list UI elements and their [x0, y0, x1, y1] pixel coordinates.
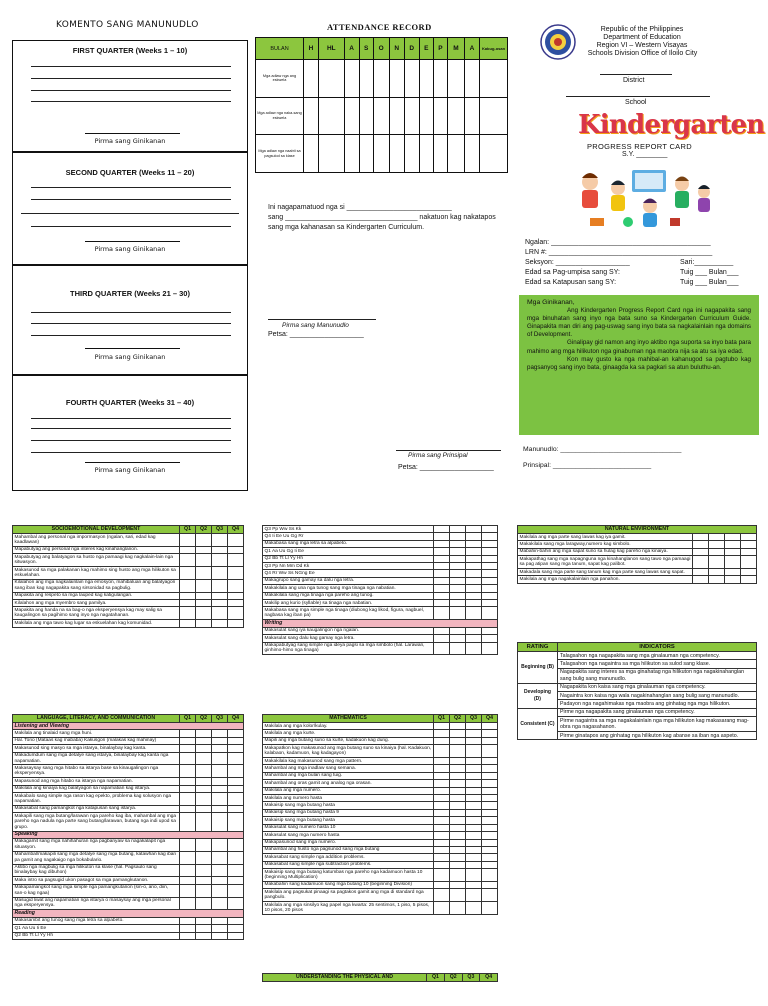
table-row — [263, 902, 498, 915]
writing-item: Makasulat sang iya kaugalingon nga ngalan. — [263, 627, 434, 634]
rating-label: Developing (D) — [518, 683, 558, 708]
table-row — [263, 592, 498, 599]
math-item: Mahambal ang oras gamit ang analog nga orasan. — [263, 780, 434, 787]
q-header: Q3 — [466, 715, 482, 723]
language-item: Makasunod sing masyo sa mga istarya, binalaybay kag kanta. — [13, 745, 180, 752]
indicator: Pirme nga nagapakita sang ginalauman nga competency. — [558, 708, 757, 716]
table-row — [13, 925, 244, 932]
table-row — [13, 554, 244, 567]
table-row — [13, 838, 244, 851]
table-row — [13, 793, 244, 806]
table-row — [13, 778, 244, 785]
table-row — [13, 567, 244, 580]
socio-item: Makilala ang mga tawo kag lugar sa eskuelahan kag komunidad. — [13, 620, 180, 627]
language-item: Makasaysay sang mga hitabo sa istarya base sa kinaugalingon nga eksperyensya. — [13, 765, 180, 778]
fourth-quarter-title: FOURTH QUARTER (Weeks 31 – 40) — [65, 398, 195, 407]
first-quarter-box — [12, 40, 248, 152]
socio-item: Kilalahon ang mga myembro sang pamilya. — [13, 600, 180, 607]
reading-item: Makakilala ang una nga tunog sang mga tinaga nga nabatian. — [263, 585, 434, 592]
lrn-field[interactable]: LRN #: __________________________________________ — [525, 249, 713, 256]
table-row — [263, 889, 498, 902]
table-row — [13, 932, 244, 939]
sari-field[interactable]: Sari:__________ — [680, 259, 734, 266]
q-header: Q4 — [228, 526, 244, 534]
table-row — [263, 772, 498, 779]
natural-item: Makapathag sang mga napagnguna nga kinahanglanon sang tawo nga pamaagi sa pag atipan sang mga tanum, sapat kag palibot. — [518, 556, 693, 569]
language-item: Makabalo sang simple nga rason kag epekto, problema kag solusyon nga napamatian. — [13, 793, 180, 806]
certify-line3: sang mga kahanasan sa Kindergarten Curriculum. — [268, 224, 425, 231]
month-header: BULAN — [256, 38, 304, 60]
children-illustration — [570, 158, 718, 230]
math-item: Makapasunod sang mga numero. — [263, 839, 434, 846]
math-item: Mahambal ang mga bulan sang tuig. — [263, 772, 434, 779]
q-header: Q3 — [212, 715, 228, 723]
q-header: Q3 — [212, 526, 228, 534]
socioemotional-table — [12, 525, 244, 628]
math-item: Makapatkon kag makasunod ang mga butang suno sa kinaiya (hal. Kadakuon, kalabaon, kadamuon, kag kadagayon) — [263, 745, 434, 758]
tuig-tapos[interactable]: Tuig ___ Bulan___ — [680, 279, 739, 286]
kindergarten-logo: Kindergarten — [578, 110, 765, 140]
socio-item: Mapabutyag ang personal nga interes kag kinahanglanon. — [13, 546, 180, 553]
table-row — [263, 563, 498, 570]
reading-item: Q4 Ii Ee Uu Gg Rr — [263, 533, 434, 540]
attendance-row-label: Mga adlaw nga naabti sa pagsulod sa klase — [256, 135, 304, 173]
attendance-title: ATTENDANCE RECORD — [327, 22, 432, 32]
teacher-petsa: Petsa: ___________________ — [268, 331, 364, 338]
table-row — [263, 642, 498, 655]
language-item: Mapasunod ang mga hitabo sa istarya nga napamatian. — [13, 778, 180, 785]
language-item: Q2 Bb Tt Ll Yy Hh — [13, 932, 180, 939]
table-row — [13, 620, 244, 627]
math-item: Mahambal ang husto nga pagsunod sang mga butang — [263, 846, 434, 853]
math-item: Makasabat sang simple nga subtraction problems. — [263, 861, 434, 868]
language-item: Makilala ang kinaiya kag balatyagon sa napamatian kag istarya. — [13, 785, 180, 792]
division-text: Schools Division Office of Iloilo City — [587, 50, 698, 57]
tuig-umpisa[interactable]: Tuig ___ Bulan___ — [680, 269, 739, 276]
edad-umpisa-label: Edad sa Pag-umpisa sang SY: — [525, 269, 620, 276]
math-item: Makaisip sang mga butang katumbas nga pareho nga kadamuon hasta 10 (beginning Multiplication) — [263, 869, 434, 882]
language-item: Makadumdum sang mga detalye sang istarya, binalaybay kag kanta nga napamatian. — [13, 752, 180, 765]
table-row — [263, 600, 498, 607]
reading-item: Makakilala sang mga tinaga nga pareho ang tunog. — [263, 592, 434, 599]
socio-item: Makasunod sa mga palakanan kag mahimo sing husto ang mga hilikuton sa eskuelahan. — [13, 567, 180, 580]
letter-paragraph-1: Ang Kindergarten Progress Report Card nga ini nagapakita sang mga binuhatan sang inyo nga bata suno sa Kindergarten Curriculum Guide. Ginapakita man diri ang pag-uswag sang inyo bata sa nagkalainlain nga domains of Development. — [527, 307, 751, 339]
language-item: Aktibo nga magbulig sa mga hilikuton sa klase (hal. Pagsaulo sang binalaybay kag dibuhon) — [13, 864, 180, 877]
manunudlo-field[interactable]: Manunudlo: ________________________________ — [523, 446, 682, 453]
second-quarter-title: SECOND QUARTER (Weeks 11 – 20) — [65, 168, 195, 177]
prinsipal-field[interactable]: Prinsipal: __________________________ — [523, 462, 652, 469]
math-item: Makaisip sang mga butang hasta — [263, 817, 434, 824]
table-row — [13, 600, 244, 607]
table-row — [263, 723, 498, 730]
table-row — [13, 884, 244, 897]
table-row — [263, 839, 498, 846]
q-header: Q2 — [196, 526, 212, 534]
table-row — [263, 817, 498, 824]
table-row — [13, 730, 244, 737]
natural-item: Mabahin-bahin ang mga sapat suno sa hulag kag pareho nga kinaiya. — [518, 548, 693, 555]
reading-item: Makagrupo sang gamay sa dalu nga letra. — [263, 577, 434, 584]
table-row — [263, 869, 498, 882]
first-quarter-title: FIRST QUARTER (Weeks 1 – 10) — [72, 46, 188, 55]
month-header: S — [359, 38, 373, 60]
fourth-quarter-sign: Pirma sang Ginikanan — [94, 466, 166, 474]
second-quarter-box — [12, 152, 248, 265]
letter-paragraph-2: Ginalipay gid namon ang inyo aktibo nga suporta sa inyo bata para mahimo ang mga hilikuton nga ginabuman nga maobra nija sa atu sa iya edad. — [527, 339, 751, 355]
month-header: A — [464, 38, 479, 60]
math-item: Makilala ang pagsukat pinaagi sa pagtakos gamit ang mga di standard nga pangbulo. — [263, 889, 434, 902]
table-row — [263, 861, 498, 868]
q-header: Q4 — [482, 715, 498, 723]
table-row — [263, 570, 498, 577]
writing-header: Writing — [263, 620, 498, 627]
table-row — [518, 576, 757, 583]
report-title: PROGRESS REPORT CARD — [587, 142, 692, 151]
certify-line2: sang __________________________________ nakatuon kag nakatapos — [268, 214, 496, 221]
indicator: Pirme nagaintra sa mga nagakalainlain nga mga hilikuton kag makasarang mag-obra nga nagasahanon. — [558, 717, 757, 732]
rating-label: Consistent (C) — [518, 708, 558, 740]
socio-item: Mapabutyag ang balatyagon sa husto nga pamaagi kag nagkalain-lain nga sitwasyon. — [13, 554, 180, 567]
table-row — [13, 805, 244, 812]
table-row — [263, 577, 498, 584]
third-quarter-sign: Pirma sang Ginikanan — [94, 353, 166, 361]
month-header: P — [433, 38, 447, 60]
table-row — [263, 787, 498, 794]
socio-title: SOCIOEMOTIONAL DEVELOPMENT — [13, 526, 180, 534]
table-row — [13, 579, 244, 592]
fourth-quarter-box — [12, 375, 248, 491]
month-header: Kabug-osan — [480, 38, 508, 60]
language-item: Hal. Tono (Mataas kag mababa) Kakusgon (malakas kag mahinay) — [13, 737, 180, 744]
natural-item: Makakilala sang mga laragway,numero kag simbolo. — [518, 541, 693, 548]
language-table — [12, 714, 244, 940]
principal-petsa: Petsa: ___________________ — [398, 464, 494, 471]
writing-item: Makasulat sang dalu kag gamay nga letra. — [263, 635, 434, 642]
month-header: M — [447, 38, 464, 60]
certify-line1: Ini nagapamatuod nga si ___________________________ — [268, 204, 452, 211]
math-item: Makilala ang mga kolor/kulay. — [263, 723, 434, 730]
indicator: Nagapakita sang interes sa mga ginahatag nga hilikuton nga nagakinahanglan sang bulig sang manunudlo. — [558, 668, 757, 683]
table-row — [13, 864, 244, 877]
reading-writing-table — [262, 525, 498, 655]
math-item: Makasulat sang numero hasta 10 — [263, 824, 434, 831]
table-row — [263, 635, 498, 642]
attendance-row-label: Mga adlaw nga naka-sang eskwela — [256, 97, 304, 135]
indicator: Padayon nga nagahimakas nga maobra ang ginhatag nga mga hilikuton. — [558, 700, 757, 708]
q-header: Q1 — [427, 974, 445, 982]
table-row — [263, 730, 498, 737]
indicator: Talagsahon nga nagaintra sa mga hilikuton sa sulod sang klase. — [558, 660, 757, 668]
indicator: Nagaintra kon kaisa nga wala nagakinahanglan sang bulig sang manunudlo. — [558, 692, 757, 700]
table-row — [13, 813, 244, 831]
reading-item: Q4 Rr Ww Ss NGng Ee — [263, 570, 434, 577]
school-year: S.Y. ________ — [622, 151, 668, 158]
socio-item: Kilalahon ang mga nagkalainlain nga emosyon, mahibaluan ang balatyagon sang iban kag nagapakita sang sirsonidad sa pagbulig. — [13, 579, 180, 592]
school-label: School — [625, 99, 647, 106]
natural-environment-table — [517, 525, 757, 584]
table-row — [263, 540, 498, 547]
edad-tapos-label: Edad sa Katapusan sang SY: — [525, 279, 617, 286]
q-header: Q1 — [434, 715, 450, 723]
month-header: HL — [319, 38, 345, 60]
table-row — [263, 780, 498, 787]
reading-item: Makilip ang kurio (syllable) sa tinaga nga nabatian. — [263, 600, 434, 607]
third-quarter-title: THIRD QUARTER (Weeks 21 – 30) — [70, 289, 190, 298]
math-item: Makakilala kag makasunod sang mga pattern. — [263, 758, 434, 765]
table-row — [263, 881, 498, 888]
table-row — [263, 745, 498, 758]
math-item: Mahambal ang mga inadlaw sang semana. — [263, 765, 434, 772]
rating-label: Beginning (B) — [518, 652, 558, 684]
table-row — [518, 541, 757, 548]
table-row — [13, 765, 244, 778]
math-item: Makaisip sang mga butang hasta 9 — [263, 809, 434, 816]
table-row — [13, 785, 244, 792]
rating-header: RATING — [518, 643, 558, 652]
reading-item: Makabasa sang mga letra sa alpabeto. — [263, 540, 434, 547]
table-row — [518, 534, 757, 541]
table-row — [263, 832, 498, 839]
math-item: Makilala ang mga sinsilyo kag papel nga kwarta: 25 sentimos, 1 piso, 5 pisos, 10 pisos, 20 pisos — [263, 902, 434, 915]
table-row — [13, 737, 244, 744]
table-row — [13, 877, 244, 884]
attendance-table — [255, 37, 508, 173]
table-row — [13, 592, 244, 599]
math-item: Makasulat sang mga numero hasta — [263, 832, 434, 839]
math-item: Mapili ang mga butang suno sa kurte, kadakuon kag dung. — [263, 737, 434, 744]
socio-item: Mapakita ang handa na sa bag-o nga eksperyensya kag may salig sa kaugalingon sa pagihimo sang inyo nga nagatahanan. — [13, 607, 180, 620]
language-item: Makilala ang tinalaid sang mga huni. — [13, 730, 180, 737]
reading-item: Q1 Aa Uu Gg Ii Ee — [263, 548, 434, 555]
second-quarter-sign: Pirma sang Ginikanan — [94, 245, 166, 253]
language-item: Makagamit sang mga nahihahuran nga pagbanyaw sa nagakalapit nga situasyon. — [13, 838, 180, 851]
table-row — [518, 569, 757, 576]
table-row — [263, 737, 498, 744]
district-label: District — [623, 77, 645, 84]
table-row — [263, 526, 498, 533]
table-row — [13, 607, 244, 620]
table-row — [263, 854, 498, 861]
rating-table — [517, 642, 757, 740]
table-row — [13, 745, 244, 752]
language-item: Maka intro sa pagsugid ukon pasagot sa mga pamangkutanon. — [13, 877, 180, 884]
table-row — [263, 585, 498, 592]
reading-header: Reading — [13, 910, 244, 917]
q-header: Q4 — [228, 715, 244, 723]
letter-paragraph-3: Kon may gusto ka nga mahibal-an kahanugod sa pagtubo kag pagsanyog sang inyo bata, ginaagda ka sa pagkari sa atun buluthu-an. — [527, 355, 751, 371]
reading-item: Q3 Pp Ww Ss Kk — [263, 526, 434, 533]
language-title: LANGUAGE, LITERACY, AND COMMUNICATION — [13, 715, 180, 723]
table-row — [518, 548, 757, 555]
first-quarter-sign: Pirma sang Ginikanan — [94, 137, 166, 145]
parents-letter — [519, 295, 759, 435]
dept-text: Department of Education — [603, 34, 681, 41]
table-row — [263, 795, 498, 802]
q-header: Q2 — [444, 974, 462, 982]
month-header: A — [344, 38, 359, 60]
indicators-header: INDICATORS — [558, 643, 757, 652]
math-item: Makaisip sang mga butang hasta — [263, 802, 434, 809]
table-row — [13, 752, 244, 765]
table-row — [263, 627, 498, 634]
socio-item: Mahambal ang personal nga impormasyon (ngalan, sari, edad kag kaadlawan) — [13, 534, 180, 547]
table-row — [13, 897, 244, 910]
listening-header: Listening and Viewing — [13, 723, 244, 730]
speaking-header: Speaking — [13, 831, 244, 838]
attendance-row-label: Mga adlaw nga ang eskwela — [256, 60, 304, 98]
math-title: MATHEMATICS — [263, 715, 434, 723]
q-header: Q2 — [196, 715, 212, 723]
table-row — [13, 534, 244, 547]
understanding-table — [262, 973, 498, 982]
month-header: H — [304, 38, 319, 60]
third-quarter-box — [12, 265, 248, 375]
language-item: Mahambal/makapili sang mga detalye sang mga butang, katawhan kag iban pa gamit ang nagakaigo nga bokabulario. — [13, 851, 180, 864]
letter-greeting: Mga Ginikanan, — [527, 299, 575, 306]
region-text: Region VI – Western Visayas — [596, 42, 688, 49]
indicator: Pirme ginatapos ang ginhatag nga hilikuton kag abanse sa iban nga aspeto. — [558, 732, 757, 740]
q-header: Q1 — [180, 715, 196, 723]
komento-title: KOMENTO SANG MANUNUDLO — [56, 20, 199, 30]
language-item: Makasambit ang tunog sang mga letra sa alpabeto. — [13, 917, 180, 924]
writing-item: Makapabutyag sang simple nga ideya pagsi sa mga simbolo (hal. Larawan, ginhimo-himo nga tinaga) — [263, 642, 434, 655]
reading-item: Q2 Bb Tt Ll Yy Hh — [263, 555, 434, 562]
table-row — [13, 917, 244, 924]
table-row — [263, 765, 498, 772]
ngalan-field[interactable]: Ngalan: _________________________________________ — [525, 239, 711, 246]
understanding-title: UNDERSTANDING THE PHYSICAL AND — [263, 974, 427, 982]
month-header: D — [404, 38, 419, 60]
table-row — [263, 802, 498, 809]
math-item: Makabahin sang kadamuon sang mga butang 10 (beginning Division) — [263, 881, 434, 888]
q-header: Q2 — [450, 715, 466, 723]
month-header: N — [389, 38, 404, 60]
table-row — [263, 758, 498, 765]
language-item: Makasabat sang pamangkot nga katapusan sang istarya. — [13, 805, 180, 812]
math-item: Makilala ang mga kurte. — [263, 730, 434, 737]
table-row — [13, 851, 244, 864]
month-header: O — [373, 38, 389, 60]
math-item: Makasabat sang simple nga addition problems. — [263, 854, 434, 861]
principal-sign-label: Pirma sang Prinsipal — [408, 452, 468, 459]
language-item: Makapamangkot sang mga simple nga pamangkutanon (sin-o, ano, diin, san-o kag ngaa) — [13, 884, 180, 897]
language-item: Masugid liwat ang napamatian nga istarya o masaysay ang mga personal nga eksperyensya. — [13, 897, 180, 910]
q-header: Q4 — [480, 974, 498, 982]
socio-item: Mapakita ang respeto sa mga lauped kag katigulangan. — [13, 592, 180, 599]
math-item: Makilala ang numero hasta — [263, 795, 434, 802]
natural-title: NATURAL ENVIRONMENT — [518, 526, 757, 534]
table-row — [263, 533, 498, 540]
table-row — [263, 548, 498, 555]
table-row — [263, 607, 498, 620]
math-table — [262, 714, 498, 915]
reading-item: Q3 Pp Nn Mm Dd Kk — [263, 563, 434, 570]
natural-item: Makilala ang mga nagakalainlain nga panahon. — [518, 576, 693, 583]
q-header: Q1 — [180, 526, 196, 534]
republic-text: Republic of the Philippines — [600, 26, 684, 33]
teacher-sign-label: Pirma sang Manunudlo — [282, 322, 349, 329]
table-row — [263, 846, 498, 853]
reading-item: Makabasa sang mga simple nga tinaga (diubong kag likod, figura, nagbuel, nagbasa kag iban pa) — [263, 607, 434, 620]
natural-item: Makadala sang mga parte sang tanum kag mga parte sang lawas sang sapat. — [518, 569, 693, 576]
indicator: Talagsahon nga nagapakita sang mga ginalauman nga competency. — [558, 652, 757, 660]
language-item: Makapili sang mga butang/larawan nga pareho kag iba, mahambal ang mga pareho nga nadula nga parte sang butang/larawan, butang nga indi upod sa grupo. — [13, 813, 180, 831]
natural-item: Makilala ang mga parte sang lawas kag iya gamit. — [518, 534, 693, 541]
math-item: Makilala ang mga numero. — [263, 787, 434, 794]
indicator: Nagapakita kon kaisa sang mga ginalauman nga competency. — [558, 683, 757, 691]
month-header: E — [419, 38, 433, 60]
seksyon-field[interactable]: Seksyon: ___________________ — [525, 259, 630, 266]
deped-seal-icon — [540, 24, 576, 60]
q-header: Q3 — [462, 974, 480, 982]
table-row — [13, 546, 244, 553]
table-row — [518, 556, 757, 569]
table-row — [263, 555, 498, 562]
table-row — [263, 824, 498, 831]
table-row — [263, 809, 498, 816]
language-item: Q1 Aa Uu Ii Ee — [13, 925, 180, 932]
